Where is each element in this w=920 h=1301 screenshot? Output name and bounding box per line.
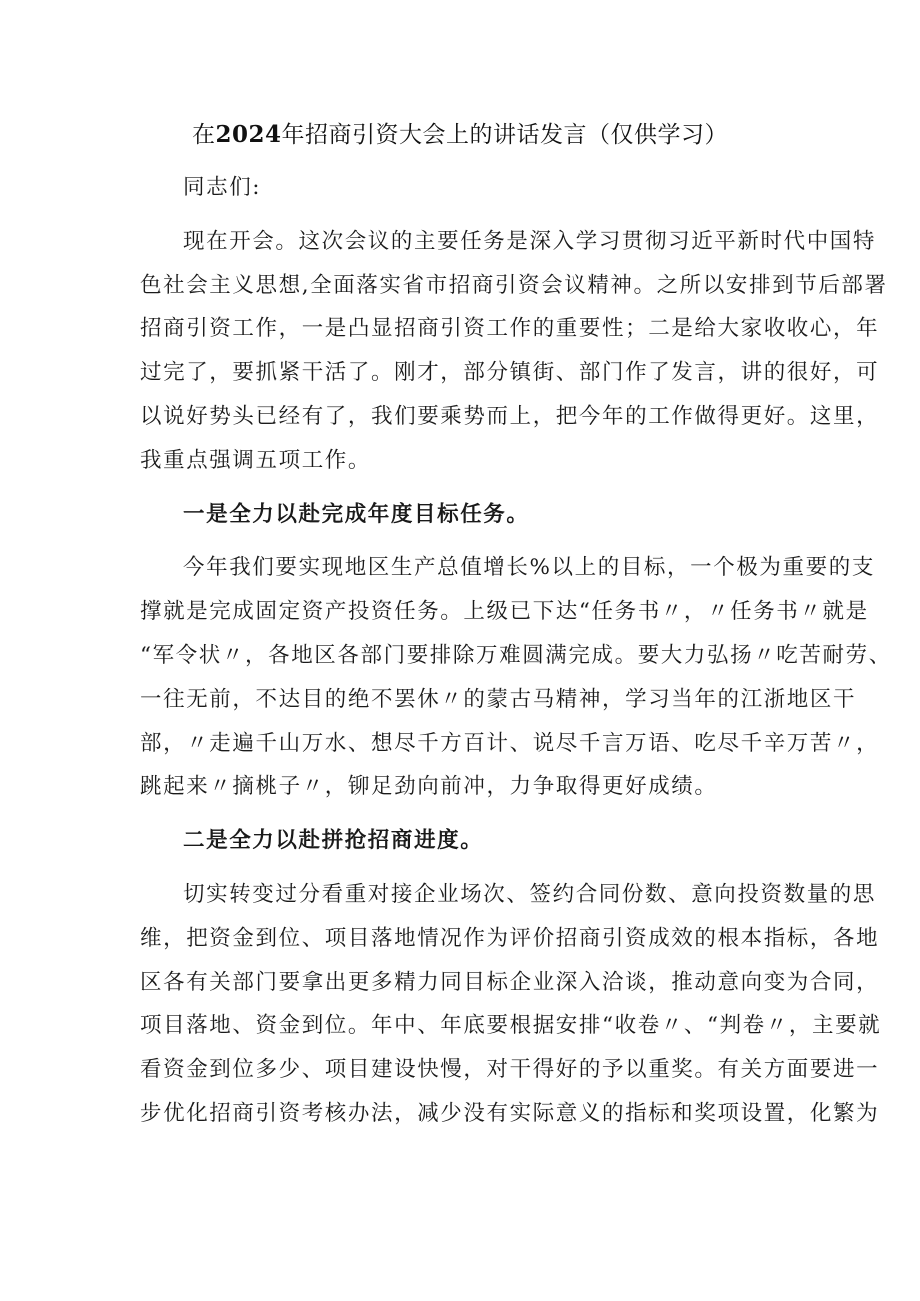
intro-line: 以说好势头已经有了，我们要乘势而上，把今年的工作做得更好。这里， [140,403,880,429]
intro-line: 我重点强调五项工作。 [140,447,372,473]
section-2-line: 步优化招商引资考核办法，减少没有实际意义的指标和奖项设置，化繁为 [140,1100,880,1126]
intro-line: 色社会主义思想,全面落实省市招商引资会议精神。之所以安排到节后部署 [140,272,888,298]
section-2-line: 维，把资金到位、项目落地情况作为评价招商引资成效的根本指标，各地 [140,925,880,951]
section-1-line: 跳起来〃摘桃子〃，铆足劲向前冲，力争取得更好成绩。 [140,774,718,800]
paragraph-gap [140,863,794,873]
document-title [0,118,920,152]
paragraph-gap [140,536,794,546]
title-prefix: 在 [191,122,216,148]
salutation: 同志们: [183,175,262,200]
section-2-line: 看资金到位多少、项目建设快慢，对干得好的予以重奖。有关方面要进一 [140,1057,880,1083]
paragraph-gap [140,483,794,493]
section-1-line: 一往无前，不达目的绝不罢休〃的蒙古马精神，学习当年的江浙地区干 [140,686,857,712]
section-2-line: 区各有关部门要拿出更多精力同目标企业深入洽谈，推动意向变为合同， [140,969,880,995]
section-2-line: 项目落地、资金到位。年中、年底要根据安排“收卷〃、“判卷〃，主要就 [140,1013,882,1039]
section-1-line: 今年我们要实现地区生产总值增长%以上的目标，一个极为重要的支 [183,555,875,581]
section-2-paragraph [140,873,882,1136]
intro-paragraph [140,220,888,483]
paragraph-gap [140,809,794,819]
section-1-line: “军令状〃，各地区各部门要排除万难圆满完成。要大力弘扬〃吃苦耐劳、 [140,642,892,668]
title-suffix: 年招商引资大会上的讲话发言（仅供学习） [281,122,728,148]
section-2-heading: 二是全力以赴拼抢招商进度。 [183,828,484,854]
intro-line: 招商引资工作，一是凸显招商引资工作的重要性；二是给大家收收心，年 [140,316,880,342]
intro-line: 现在开会。这次会议的主要任务是深入学习贯彻习近平新时代中国特 [183,228,877,254]
section-1-line: 部，〃走遍千山万水、想尽千方百计、说尽千言万语、吃尽千辛万苦〃， [140,730,880,756]
section-1-heading: 一是全力以赴完成年度目标任务。 [183,501,530,527]
section-2-line: 切实转变过分看重对接企业场次、签约合同份数、意向投资数量的思 [183,881,877,907]
section-1-line: 撑就是完成固定资产投资任务。上级已下达“任务书〃，〃任务书〃就是 [140,599,869,625]
document-body [140,166,892,1136]
section-1-paragraph [140,546,892,809]
intro-line: 过完了，要抓紧干活了。刚才，部分镇街、部门作了发言，讲的很好，可 [140,360,880,386]
title-year: 2024 [215,121,282,148]
paragraph-gap [140,210,794,220]
